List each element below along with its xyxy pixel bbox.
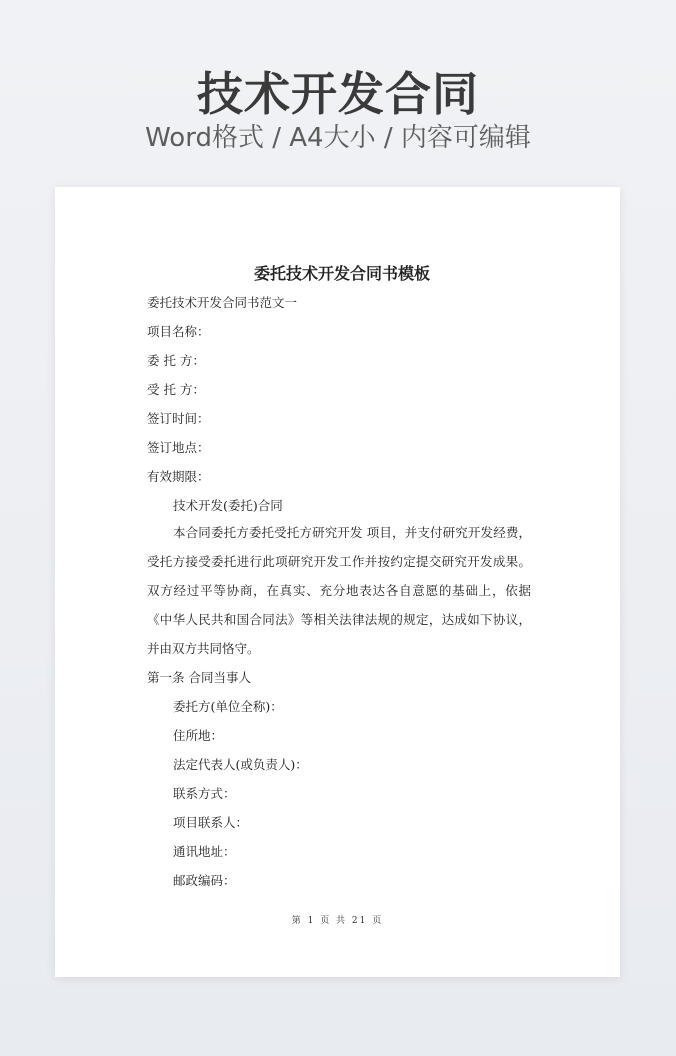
contractor-label: 受 托 方： — [147, 382, 205, 397]
article-one-heading: 第一条 合同当事人 — [147, 670, 251, 685]
project-name-label: 项目名称： — [147, 324, 210, 339]
client-label: 委 托 方： — [147, 353, 205, 368]
party-field-legal-rep: 法定代表人(或负责人)： — [173, 757, 308, 772]
sign-place-label: 签订地点： — [147, 440, 210, 455]
party-field-contact: 联系方式： — [173, 786, 236, 801]
party-field-address: 住所地： — [173, 728, 224, 743]
contract-type-line: 技术开发(委托)合同 — [173, 498, 283, 513]
banner-title: 技术开发合同 — [197, 67, 479, 121]
banner-subtitle: Word格式 / A4大小 / 内容可编辑 — [145, 123, 531, 153]
contract-preamble-paragraph: 本合同委托方委托受托方研究开发 项目，并支付研究开发经费，受托方接受委托进行此项研究开发工作并按约定提交研究开发成果。双方经过平等协商，在真实、充分地表达各自意愿的基础上，依据《中华人民共和国合同法》等相关法律法规的规定，达成如下协议，并由双方共同恪守。 — [147, 525, 531, 656]
party-field-project-contact: 项目联系人： — [173, 815, 249, 830]
party-field-postal-code: 邮政编码： — [173, 873, 236, 888]
validity-label: 有效期限： — [147, 469, 210, 484]
sample-heading: 委托技术开发合同书范文一 — [147, 295, 298, 310]
document-page — [55, 187, 620, 977]
sign-time-label: 签订时间： — [147, 411, 210, 426]
party-field-mail-address: 通讯地址： — [173, 844, 236, 859]
document-title: 委托技术开发合同书模板 — [253, 264, 430, 283]
party-field-client-name: 委托方(单位全称)： — [173, 699, 283, 714]
page-number-footer: 第 1 页 共 21 页 — [291, 916, 384, 926]
